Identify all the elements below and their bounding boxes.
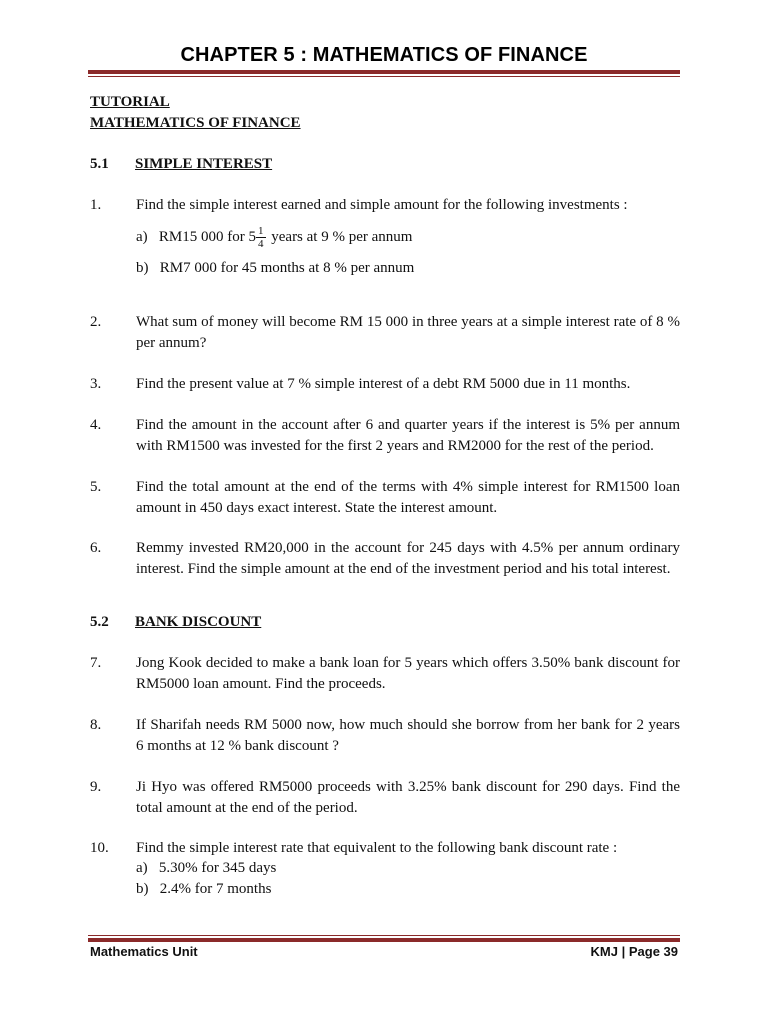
question-text: Remmy invested RM20,000 in the account for 245 days with 4.5% per annum ordinary interest. Find the simple amount at the end of the investment period and his total interest. <box>136 540 680 577</box>
question-number: 2. <box>90 314 102 330</box>
question-number: 10. <box>90 840 109 856</box>
question-1 <box>90 195 680 216</box>
question-number: 3. <box>90 376 102 392</box>
question-1-part-a <box>136 225 412 250</box>
part-text: 2.4% for 7 months <box>159 881 272 897</box>
footer-rule <box>88 935 680 942</box>
chapter-title: CHAPTER 5 : MATHEMATICS OF FINANCE <box>180 44 588 66</box>
part-label: a) <box>136 860 148 876</box>
question-number: 7. <box>90 655 102 671</box>
question-number: 5. <box>90 479 102 495</box>
question-text: If Sharifah needs RM 5000 now, how much should she borrow from her bank for 2 years 6 months at 12 % bank discount ? <box>136 717 680 754</box>
part-text: RM7 000 for 45 months at 8 % per annum <box>159 260 415 276</box>
question-number: 4. <box>90 417 102 433</box>
part-label: b) <box>136 881 149 897</box>
question-text: Find the simple interest rate that equivalent to the following bank discount rate : <box>136 840 618 856</box>
fraction-denominator: 4 <box>258 238 264 250</box>
question-8 <box>90 715 680 757</box>
question-7 <box>90 653 680 695</box>
part-text: 5.30% for 345 days <box>158 860 277 876</box>
section-number: 5.1 <box>90 156 109 172</box>
question-5 <box>90 477 680 519</box>
part-text-before: RM15 000 for 5 <box>158 228 256 245</box>
question-1-part-b <box>136 258 414 279</box>
fraction-numerator: 1 <box>258 225 264 237</box>
part-label: a) <box>136 228 148 245</box>
question-text: Find the amount in the account after 6 and quarter years if the interest is 5% per annum with RM1500 was invested for the first 2 years and RM2000 for the rest of the period. <box>136 417 680 454</box>
question-4 <box>90 415 680 457</box>
footer-unit-label: Mathematics Unit <box>90 944 198 959</box>
part-text-after: years at 9 % per annum <box>271 228 413 245</box>
question-text: Find the simple interest earned and simple amount for the following investments : <box>136 197 628 213</box>
question-text: Find the total amount at the end of the terms with 4% simple interest for RM1500 loan amount in 450 days exact interest. State the interest amount. <box>136 479 680 516</box>
header-rule <box>88 70 680 77</box>
question-number: 6. <box>90 540 102 556</box>
question-text: Ji Hyo was offered RM5000 proceeds with 3.25% bank discount for 290 days. Find the total amount at the end of the period. <box>136 779 680 816</box>
question-text: What sum of money will become RM 15 000 in three years at a simple interest rate of 8 % per annum? <box>136 314 680 351</box>
part-label: b) <box>136 260 149 276</box>
question-2 <box>90 312 680 354</box>
question-3 <box>90 374 680 395</box>
fraction <box>256 225 266 250</box>
footer-page-label: KMJ | Page 39 <box>590 944 678 959</box>
question-number: 8. <box>90 717 102 733</box>
question-text: Find the present value at 7 % simple interest of a debt RM 5000 due in 11 months. <box>136 376 631 392</box>
subject-heading: MATHEMATICS OF FINANCE <box>90 115 301 131</box>
section-title: BANK DISCOUNT <box>135 614 262 630</box>
question-10-part-a <box>136 858 276 879</box>
question-10-part-b <box>136 879 271 900</box>
question-10 <box>90 838 680 859</box>
section-number: 5.2 <box>90 614 109 630</box>
question-text: Jong Kook decided to make a bank loan for 5 years which offers 3.50% bank discount for RM5000 loan amount. Find the proceeds. <box>136 655 680 692</box>
tutorial-heading: TUTORIAL <box>90 94 170 110</box>
question-number: 1. <box>90 197 102 213</box>
section-title: SIMPLE INTEREST <box>135 156 273 172</box>
question-9 <box>90 777 680 819</box>
question-number: 9. <box>90 779 102 795</box>
question-6 <box>90 538 680 580</box>
